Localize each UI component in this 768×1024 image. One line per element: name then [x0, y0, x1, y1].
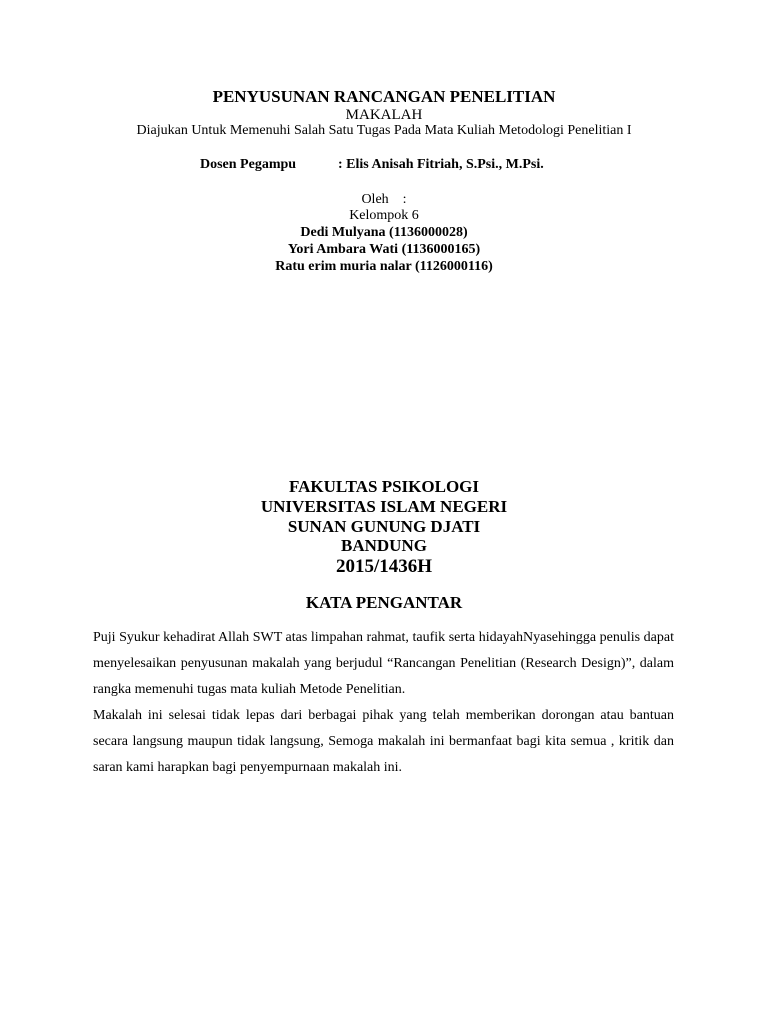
- group-label: Kelompok 6: [349, 208, 419, 223]
- member-1: Dedi Mulyana (1136000028): [300, 225, 468, 240]
- university-name: SUNAN GUNUNG DJATI: [287, 517, 481, 536]
- member-3: Ratu erim muria nalar (1126000116): [275, 259, 493, 274]
- city-name: BANDUNG: [341, 536, 427, 555]
- section-heading: KATA PENGANTAR: [305, 593, 463, 612]
- document-title: PENYUSUNAN RANCANGAN PENELITIAN: [212, 87, 556, 106]
- paragraph-2: Makalah ini selesai tidak lepas dari berbagai pihak yang telah memberikan dorongan atau bantuan secara langsung maupun tidak langsung, Semoga makalah ini bermanfaat bagi kita semua , kritik dan saran kami harapkan bagi penyempurnaan makalah ini.: [93, 708, 674, 775]
- member-2: Yori Ambara Wati (1136000165): [287, 242, 481, 257]
- lecturer-name: : Elis Anisah Fitriah, S.Psi., M.Psi.: [338, 157, 544, 172]
- faculty-name: FAKULTAS PSIKOLOGI: [288, 477, 480, 496]
- document-purpose: Diajukan Untuk Memenuhi Salah Satu Tugas Pada Mata Kuliah Metodologi Penelitian I: [136, 123, 632, 138]
- university-label: UNIVERSITAS ISLAM NEGERI: [260, 497, 508, 516]
- paragraph-1: Puji Syukur kehadirat Allah SWT atas limpahan rahmat, taufik serta hidayahNyasehingga penulis dapat menyelesaikan penyusunan makalah yang berjudul “Rancangan Penelitian (Research Design)”, dalam rangka memenuhi tugas mata kuliah Metode Penelitian.: [93, 630, 674, 697]
- by-label: Oleh :: [361, 192, 407, 207]
- document-type: MAKALAH: [345, 107, 423, 123]
- lecturer-label: Dosen Pegampu: [200, 157, 297, 172]
- foreword-body: [93, 625, 674, 781]
- document-year: 2015/1436H: [335, 556, 433, 577]
